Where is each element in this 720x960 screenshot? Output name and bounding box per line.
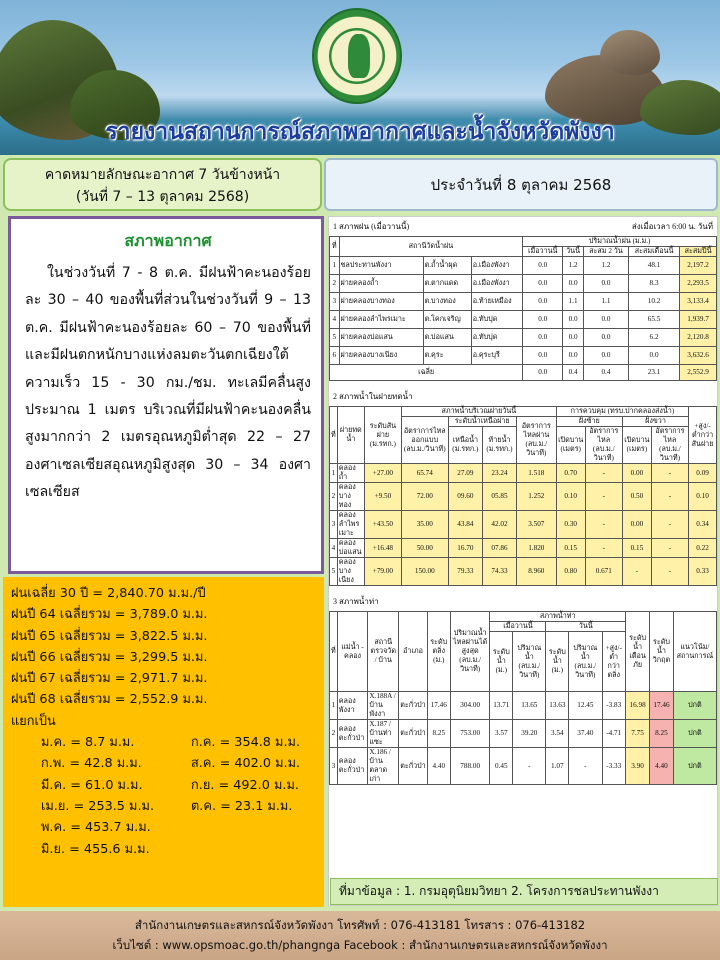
table-cell: 12.45	[569, 692, 602, 720]
table-cell: 8.25	[427, 720, 450, 748]
table-cell: 35.00	[401, 511, 448, 539]
table-cell: 0.0	[583, 275, 628, 293]
table-cell: 43.84	[448, 511, 482, 539]
table-cell: -3.83	[602, 692, 625, 720]
table-cell: 0.0	[523, 347, 563, 365]
header-cell: แนวโน้ม/สถานการณ์	[673, 612, 716, 692]
table-cell: ปกติ	[673, 720, 716, 748]
report-title: รายงานสถานการณ์สภาพอากาศและน้ำจังหวัดพังงา	[105, 119, 615, 145]
weather-panel	[8, 216, 324, 574]
table-cell: 4.40	[650, 748, 674, 785]
table-row	[330, 257, 717, 275]
header-cell: ท้ายน้ำ (ม.รทก.)	[483, 427, 517, 464]
table-cell: 1.2	[583, 257, 628, 275]
monthly-rainfall-row	[11, 817, 316, 838]
table-cell: 16.98	[625, 692, 649, 720]
header-cell: ฝายทดน้ำ	[337, 407, 364, 464]
table-cell: 0.0	[583, 329, 628, 347]
weather-heading: สภาพอากาศ	[124, 231, 212, 250]
table-cell: 150.00	[401, 558, 448, 586]
monthly-rainfall-value: ส.ค. = 402.0 ม.ม.	[191, 756, 301, 772]
header-cell: ปริมาณน้ำ (ลบ.ม./วินาที)	[569, 632, 602, 692]
header-cell: สะสม 2 วัน	[583, 247, 628, 257]
table-cell: ต.โคกเจริญ	[423, 311, 471, 329]
table-cell: X.187 / บ้านท่าแซะ	[368, 720, 399, 748]
table-cell: 4	[330, 311, 340, 329]
table-cell: 8.3	[628, 275, 679, 293]
header-cell: วันนี้	[546, 622, 626, 632]
header-cell: ระดับน้ำเตือนภัย	[625, 612, 649, 692]
table-cell: ฝายคลองบ่อแสน	[339, 329, 423, 347]
table-cell: คลองลำไพรเมาะ	[337, 511, 364, 539]
table-cell: 0.0	[523, 329, 563, 347]
monthly-rainfall-value: ก.ย. = 492.0 ม.ม.	[191, 777, 299, 793]
table-cell: -	[569, 748, 602, 785]
table-cell: ตะกั่วป่า	[399, 720, 428, 748]
table-row	[330, 511, 717, 539]
header-cell: เมื่อวานนี้	[490, 622, 546, 632]
table-cell: 17.46	[650, 692, 674, 720]
table-cell: 8.25	[650, 720, 674, 748]
header-banner	[0, 0, 720, 155]
table-cell: 0.34	[689, 511, 717, 539]
table-cell: 0.0	[628, 347, 679, 365]
monthly-rainfall-row	[11, 753, 316, 774]
table-cell: 2,120.8	[680, 329, 717, 347]
table-cell: 0.0	[523, 365, 563, 381]
table-cell: 0.10	[689, 483, 717, 511]
header-cell: อัตราการไหลออกแบบ (ลบ.ม./วินาที)	[401, 417, 448, 464]
table-cell: 0.0	[563, 311, 584, 329]
table-cell: 0.0	[523, 293, 563, 311]
table-cell: -	[513, 748, 546, 785]
table-cell: -	[585, 483, 622, 511]
table-row	[330, 692, 717, 720]
weather-description: ในช่วงวันที่ 7 - 8 ต.ค. มีฝนฟ้าคะนองร้อยละ 30 – 40 ของพื้นที่ส่วนในช่วงวันที่ 9 – 13 ต.ค. มีฝนฟ้าคะนองร้อยละ 60 – 70 ของพื้นที่ และมีฝนตกหนักบางแห่งลมตะวันตกเฉียงใต้ ความเร็ว 15 - 30 กม./ชม. ทะเลมีคลื่นสูงประมาณ 1 เมตร บริเวณที่มีฝนฟ้าคะนองคลื่นสูงมากกว่า 2 เมตรอุณหภูมิต่ำสุด 22 – 27 องศาเซลเซียสอุณหภูมิสูงสุด 30 – 34 องศาเซลเซียส	[25, 265, 311, 501]
table-cell: 0.4	[563, 365, 584, 381]
table-cell: คลองบ่อแสน	[337, 539, 364, 558]
table-header-row	[330, 612, 717, 622]
header-cell: ปริมาณน้ำ (ลบ.ม./วินาที)	[513, 632, 546, 692]
table-cell: 2	[330, 275, 340, 293]
table-cell: อ.เมืองพังงา	[471, 257, 523, 275]
table-header-row	[330, 407, 717, 417]
table-cell: -	[622, 558, 651, 586]
table-cell: คลองบางเนียง	[337, 558, 364, 586]
table-cell: 0.45	[490, 748, 513, 785]
header-cell: สภาพน้ำท่า	[490, 612, 626, 622]
table-cell: 16.70	[448, 539, 482, 558]
rainfall-line: แยกเป็น	[11, 713, 56, 729]
table-cell: คลองบางทอง	[337, 483, 364, 511]
water-report-tables	[328, 216, 718, 906]
monthly-rainfall-row	[11, 732, 316, 753]
header-cell: +สูง/-ต่ำกว่าตลิ่ง	[602, 632, 625, 692]
table-cell: 1	[330, 257, 340, 275]
table2-title: 2 สภาพน้ำในฝายทดน้ำ	[333, 392, 413, 401]
header-cell: วันนี้	[563, 247, 584, 257]
table-cell: อ.คุระบุรี	[471, 347, 523, 365]
monthly-rainfall-value: ต.ค. = 23.1 ม.ม.	[191, 798, 293, 814]
forecast-line1: คาดหมายลักษณะอากาศ 7 วันข้างหน้า	[44, 167, 281, 183]
table-cell: 1.1	[563, 293, 584, 311]
table-row	[330, 347, 717, 365]
header-cell: ระดับน้ำ (ม.)	[490, 632, 513, 692]
table-cell: -	[651, 464, 688, 483]
table-cell: 2	[330, 720, 338, 748]
rainfall-line: ฝนเฉลี่ย 30 ปี = 2,840.70 ม.ม./ปี	[11, 586, 206, 601]
table-cell: 3.57	[490, 720, 513, 748]
table-cell: 1	[330, 464, 338, 483]
table-row	[330, 539, 717, 558]
table-cell: ต.บ่อแสน	[423, 329, 471, 347]
table-cell: 72.00	[401, 483, 448, 511]
table-row	[330, 275, 717, 293]
rainfall-line: ฝนปี 64 เฉลี่ยรวม = 3,789.0 ม.ม.	[11, 607, 208, 623]
table-cell: 1,939.7	[680, 311, 717, 329]
table-cell: 0.09	[689, 464, 717, 483]
table-cell: ต.บางทอง	[423, 293, 471, 311]
monthly-rainfall-value: มิ.ย. = 455.6 ม.ม.	[41, 841, 150, 857]
table-cell: 8.960	[516, 558, 556, 586]
table-cell: +43.50	[364, 511, 401, 539]
table-cell: 23.1	[628, 365, 679, 381]
table3-title: 3 สภาพน้ำท่า	[333, 597, 379, 606]
header-cell: ฝั่งขวา	[622, 417, 688, 427]
table-cell: 0.4	[583, 365, 628, 381]
table-cell: คลองตะกั่วป่า	[337, 720, 368, 748]
table-cell: X.188A / บ้านพังงา	[368, 692, 399, 720]
table-cell: 4.40	[427, 748, 450, 785]
data-source-note: ที่มาข้อมูล : 1. กรมอุตุนิยมวิทยา 2. โครงการชลประทานพังงา	[330, 878, 718, 905]
header-cell: +สูง/-ต่ำกว่าสันฝาย	[689, 407, 717, 464]
rainfall-line: ฝนปี 66 เฉลี่ยรวม = 3,299.5 ม.ม.	[11, 649, 208, 665]
table-cell: เฉลี่ย	[330, 365, 523, 381]
monthly-rainfall-value: มี.ค. = 61.0 ม.ม.	[41, 777, 143, 793]
table-cell: 65.5	[628, 311, 679, 329]
river-water-table	[329, 611, 717, 785]
rainfall-line: ฝนปี 65 เฉลี่ยรวม = 3,822.5 ม.ม.	[11, 628, 208, 644]
header-cell: ระดับน้ำ (ม.)	[546, 632, 569, 692]
table-row	[330, 558, 717, 586]
monthly-rainfall-row	[11, 796, 316, 817]
table-cell: 1.07	[546, 748, 569, 785]
table-row	[330, 311, 717, 329]
header-cell: ระดับสันฝาย (ม.รทก.)	[364, 407, 401, 464]
table-cell: 0.50	[622, 483, 651, 511]
table-cell: 3,133.4	[680, 293, 717, 311]
header-cell: เหนือน้ำ (ม.รทก.)	[448, 427, 482, 464]
island-rock-right-top	[600, 30, 660, 75]
table-cell: คลองพังงา	[337, 692, 368, 720]
table-cell: 0.15	[622, 539, 651, 558]
table-cell: 0.00	[622, 464, 651, 483]
table-cell: 3,632.6	[680, 347, 717, 365]
table-cell: 39.20	[513, 720, 546, 748]
header-cell: การควบคุม (ทรบ.ปากคลองส่งน้ำ)	[556, 407, 688, 417]
table-cell: 3	[330, 511, 338, 539]
table-cell: 27.09	[448, 464, 482, 483]
table-row	[330, 464, 717, 483]
table-cell: อ.ทับปุด	[471, 329, 523, 347]
table-cell: 5	[330, 329, 340, 347]
table-cell: -	[651, 539, 688, 558]
table-cell: 0.0	[563, 329, 584, 347]
header-cell: แม่น้ำ - คลอง	[337, 612, 368, 692]
table-cell: -4.71	[602, 720, 625, 748]
header-cell: สะสมเดือนนี้	[628, 247, 679, 257]
table-cell: 0.10	[556, 483, 585, 511]
table-cell: 6.2	[628, 329, 679, 347]
table-cell: 304.00	[450, 692, 490, 720]
table-cell: -3.33	[602, 748, 625, 785]
header-cell: ฝั่งซ้าย	[556, 417, 622, 427]
header-cell: ปริมาณน้ำฝน (ม.ม.)	[523, 237, 717, 247]
table-cell: 13.71	[490, 692, 513, 720]
table-cell: ชลประทานพังงา	[339, 257, 423, 275]
table-cell: X.186 / บ้านตลาดเก่า	[368, 748, 399, 785]
table-cell: 05.85	[483, 483, 517, 511]
table-cell: ต.ถ้ำน้ำผุด	[423, 257, 471, 275]
table-cell: ฝายคลองถ้ำ	[339, 275, 423, 293]
monthly-rainfall-value: ก.ค. = 354.8 ม.ม.	[191, 735, 301, 751]
table-cell: คลองตะกั่วป่า	[337, 748, 368, 785]
table-cell: 3	[330, 293, 340, 311]
table-cell: 50.00	[401, 539, 448, 558]
table-row	[330, 483, 717, 511]
monthly-rainfall-row	[11, 775, 316, 796]
table-cell: 4	[330, 539, 338, 558]
table-cell: 788.00	[450, 748, 490, 785]
table-cell: 0.671	[585, 558, 622, 586]
table-cell: 65.74	[401, 464, 448, 483]
table-cell: ปกติ	[673, 748, 716, 785]
header-cell: เมื่อวานนี้	[523, 247, 563, 257]
table-cell: +79.00	[364, 558, 401, 586]
header-cell: ที่	[330, 237, 340, 257]
table-cell: 1.518	[516, 464, 556, 483]
table-cell: 0.0	[523, 257, 563, 275]
table-cell: -	[651, 558, 688, 586]
rainfall-line: ฝนปี 68 เฉลี่ยรวม = 2,552.9 ม.ม.	[11, 692, 208, 708]
table-cell: 3	[330, 748, 338, 785]
header-cell: ปริมาณน้ำไหลผ่านได้สูงสุด (ลบ.ม./วินาที)	[450, 612, 490, 692]
header-cell: สถานีตรวจวัด / บ้าน	[368, 612, 399, 692]
header-cell: ระดับตลิ่ง (ม.)	[427, 612, 450, 692]
rainfall-summary-panel	[3, 577, 324, 907]
monthly-rainfall-value: พ.ค. = 453.7 ม.ม.	[41, 820, 151, 836]
table-row	[330, 329, 717, 347]
table-cell: 0.15	[556, 539, 585, 558]
table-cell: 79.33	[448, 558, 482, 586]
table-cell: 753.00	[450, 720, 490, 748]
table-cell: ตะกั่วป่า	[399, 748, 428, 785]
table-cell: 0.0	[563, 275, 584, 293]
table-cell: 0.70	[556, 464, 585, 483]
table-cell: 1.1	[583, 293, 628, 311]
weir-water-table	[329, 406, 717, 586]
table-cell: 0.0	[583, 311, 628, 329]
monthly-rainfall-value: ก.พ. = 42.8 ม.ม.	[41, 756, 142, 772]
table-cell: ปกติ	[673, 692, 716, 720]
table-cell: +16.48	[364, 539, 401, 558]
table-cell: 0.30	[556, 511, 585, 539]
header-cell: เปิดบาน (เมตร)	[622, 427, 651, 464]
table-cell: -	[585, 464, 622, 483]
table-cell: 13.63	[546, 692, 569, 720]
rainfall-line: ฝนปี 67 เฉลี่ยรวม = 2,971.7 ม.ม.	[11, 671, 208, 687]
table-cell: -	[651, 511, 688, 539]
header-cell: อัตราการไหลผ่าน (ลบ.ม./วินาที)	[516, 417, 556, 464]
header-cell: สะสมปีนี้	[680, 247, 717, 257]
rainfall-station-table	[329, 236, 717, 381]
table-cell: ฝายคลองบางเนียง	[339, 347, 423, 365]
table-cell: ฝายคลองบางทอง	[339, 293, 423, 311]
table-cell: 42.02	[483, 511, 517, 539]
table1-time: ส่งเมื่อเวลา 6:00 น. วันที่	[631, 222, 713, 231]
table-cell: 37.40	[569, 720, 602, 748]
table-cell: ตะกั่วป่า	[399, 692, 428, 720]
table-cell: 0.33	[689, 558, 717, 586]
table-cell: 5	[330, 558, 338, 586]
footer-line2: เว็บไซต์ : www.opsmoac.go.th/phangnga Facebook : สำนักงานเกษตรและสหกรณ์จังหวัดพังงา	[112, 938, 608, 952]
monthly-rainfall-value: ม.ค. = 8.7 ม.ม.	[41, 735, 135, 751]
header-cell: สถานีวัดน้ำฝน	[339, 237, 523, 257]
table-cell: ต.ตากแดด	[423, 275, 471, 293]
table-cell: 3.54	[546, 720, 569, 748]
table-cell: -	[651, 483, 688, 511]
header-cell: ระดับน้ำวิกฤต	[650, 612, 674, 692]
table-cell: อ.ท้ายเหมือง	[471, 293, 523, 311]
table-cell: 1.820	[516, 539, 556, 558]
footer-line1: สำนักงานเกษตรและสหกรณ์จังหวัดพังงา โทรศัพท์ : 076-413181 โทรสาร : 076-413182	[134, 918, 586, 932]
table-cell: 13.65	[513, 692, 546, 720]
header-cell: เปิดบาน (เมตร)	[556, 427, 585, 464]
table-cell: 2,197.2	[680, 257, 717, 275]
table-row	[330, 293, 717, 311]
monthly-rainfall-row	[11, 839, 316, 860]
table-cell: ฝายคลองลำไพรเมาะ	[339, 311, 423, 329]
table-cell: อ.เมืองพังงา	[471, 275, 523, 293]
table-cell: -	[585, 511, 622, 539]
table-cell: 0.22	[689, 539, 717, 558]
table-cell: 0.80	[556, 558, 585, 586]
header-cell: อัตราการไหล (ลบ.ม./วินาที)	[585, 427, 622, 464]
table-cell: 2,293.5	[680, 275, 717, 293]
table-cell: 0.0	[583, 347, 628, 365]
table-row	[330, 365, 717, 381]
header-cell: สภาพน้ำบริเวณฝายวันนี้	[401, 407, 556, 417]
table-cell: +9.50	[364, 483, 401, 511]
table-cell: 1	[330, 692, 338, 720]
table-cell: 0.0	[523, 275, 563, 293]
table-cell: คลองถ้ำ	[337, 464, 364, 483]
table-cell: 07.86	[483, 539, 517, 558]
table-cell: 0.0	[563, 347, 584, 365]
monthly-rainfall-value: เม.ย. = 253.5 ม.ม.	[41, 798, 155, 814]
table-header-row	[330, 237, 717, 247]
table-cell: 2	[330, 483, 338, 511]
table-cell: 09.60	[448, 483, 482, 511]
forecast-period-box	[3, 158, 322, 211]
footer-contact	[0, 911, 720, 960]
header-cell: อำเภอ	[399, 612, 428, 692]
table1-title: 1 สภาพฝน (เมื่อวานนี้)	[333, 222, 410, 231]
table-cell: 48.1	[628, 257, 679, 275]
ministry-seal-icon	[312, 8, 402, 104]
header-cell: ที่	[330, 407, 338, 464]
table-cell: -	[585, 539, 622, 558]
table-cell: 3.90	[625, 748, 649, 785]
forecast-line2: (วันที่ 7 – 13 ตุลาคม 2568)	[75, 189, 250, 205]
table-cell: 23.24	[483, 464, 517, 483]
table-cell: 74.33	[483, 558, 517, 586]
header-cell: ที่	[330, 612, 338, 692]
table-row	[330, 748, 717, 785]
table-row	[330, 720, 717, 748]
table-cell: อ.ทับปุด	[471, 311, 523, 329]
header-cell: ระดับน้ำเหนือฝาย	[448, 417, 516, 427]
table-cell: +27.00	[364, 464, 401, 483]
table-cell: 6	[330, 347, 340, 365]
table-cell: 0.0	[523, 311, 563, 329]
table-cell: 7.75	[625, 720, 649, 748]
table-cell: 17.46	[427, 692, 450, 720]
table-cell: 3.507	[516, 511, 556, 539]
report-date-box: ประจำวันที่ 8 ตุลาคม 2568	[324, 158, 718, 211]
table-cell: 1.252	[516, 483, 556, 511]
header-cell: อัตราการไหล (ลบ.ม./วินาที)	[651, 427, 688, 464]
table-cell: ต.คุระ	[423, 347, 471, 365]
table-cell: 10.2	[628, 293, 679, 311]
table-cell: 0.00	[622, 511, 651, 539]
table-cell: 2,552.9	[680, 365, 717, 381]
table-cell: 1.2	[563, 257, 584, 275]
